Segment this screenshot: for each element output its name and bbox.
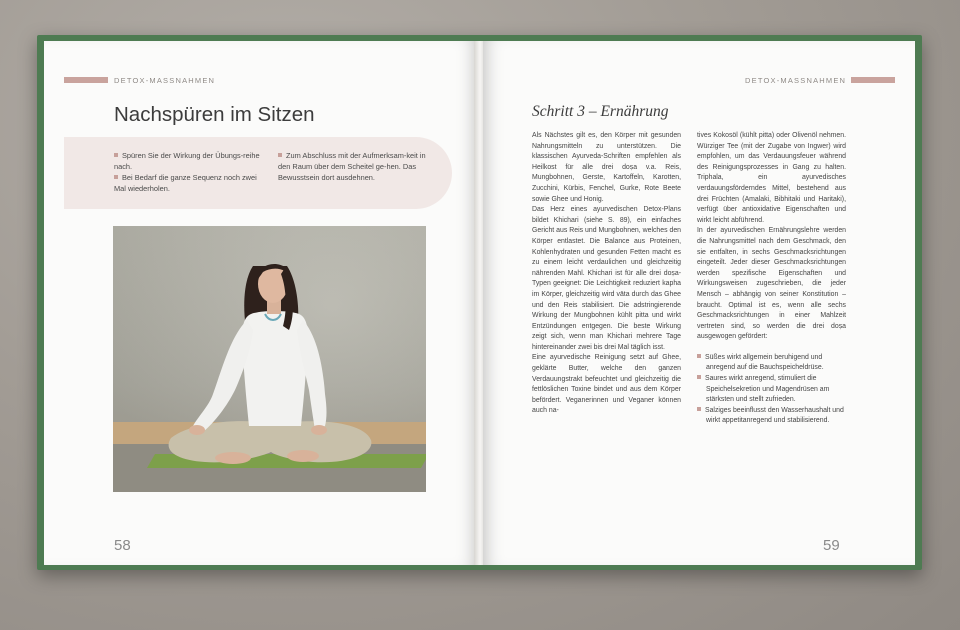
section-header: DETOX-MASSNAHMEN [114, 76, 216, 85]
instruction-item: Bei Bedarf die ganze Sequenz noch zwei Mal wiederholen. [114, 173, 257, 193]
header-accent-bar [64, 77, 108, 83]
bullet-icon [278, 153, 282, 157]
bullet-icon [697, 354, 701, 358]
bullet-icon [697, 375, 701, 379]
bullet-icon [114, 175, 118, 179]
text-column-2 [697, 131, 846, 427]
meditating-woman-figure [113, 226, 426, 492]
text-column-1 [532, 131, 681, 417]
section-title: Schritt 3 – Ernährung [532, 103, 669, 120]
instruction-item: Zum Abschluss mit der Aufmerksam-keit in den Raum über dem Scheitel ge-hen. Das Bewusstsein dort ausdehnen. [278, 151, 426, 182]
list-item: Salziges beeinflusst den Wasserhaushalt und wirkt appetitanregend und stabilisierend. [697, 406, 846, 427]
paragraph: Eine ayurvedische Reinigung setzt auf Ghee, geklärte Butter, welche den ganzen Verdauungstrakt befeuchtet und gleichzeitig die fettlöslichen Toxine bindet und aus dem Körper befördert. Veganerinnen und Veganer können auch na- [532, 354, 681, 415]
paragraph: In der ayurvedischen Ernährungslehre werden die Nahrungsmittel nach dem Geschmack, den sie entfalten, in sechs Geschmacksrichtungen eingeteilt. Jeder dieser Geschmacksrichtungen werden spezifische Eigenschaften und Wirkungsweisen zugeschrieben, die jeder Mensch – abhängig von seiner Konstitution – braucht. Optimal ist es, wenn alle sechs Geschmacksrichtungen in einer Mahlzeit vertreten sind, so werden die drei doṣa ausgewogen gefördert: [697, 227, 846, 341]
instruction-item: Spüren Sie der Wirkung der Übungs-reihe nach. [114, 151, 260, 171]
bullet-icon [697, 407, 701, 411]
section-header: DETOX-MASSNAHMEN [745, 76, 847, 85]
right-page [483, 41, 915, 565]
instruction-column-2 [278, 150, 428, 183]
list-item: Süßes wirkt allgemein beruhigend und anregend auf die Bauchspeicheldrüse. [697, 353, 846, 374]
list-item: Saures wirkt anregend, stimuliert die Speichelsekretion und Magendrüsen am stärksten und stellt zufrieden. [697, 374, 846, 406]
left-page [44, 41, 477, 565]
page-number: 59 [823, 537, 840, 554]
page-number: 58 [114, 537, 131, 554]
bullet-icon [114, 153, 118, 157]
instruction-column-1 [114, 150, 264, 194]
yoga-photo [113, 226, 426, 492]
header-accent-bar [851, 77, 895, 83]
paragraph: Als Nächstes gilt es, den Körper mit gesunden Nahrungsmitteln zu unterstützen. Die klassischen Ayurveda-Schriften empfehlen als Heilkost für alle drei doṣa v.a. Reis, Mungbohnen, Gerste, Kartoffeln, Karotten, Zucchini, Kürbis, Fenchel, Gurke, Rote Beete sowie Ghee und Honig. [532, 132, 681, 203]
paragraph: tives Kokosöl (kühlt pitta) oder Olivenöl nehmen. Würziger Tee (mit der Zugabe von Ingwer) wird empfohlen, um das Verdauungsfeuer während des Reinigungsprozesses in Gang zu halten. Triphala, ein ayurvedisches verdauungsförderndes Mittel, bestehend aus drei Früchten (Amalaki, Bibhitaki und Haritaki), verfügt über antioxidative Eigenschaften und wirkt leicht abführend. [697, 132, 846, 224]
page-title: Nachspüren im Sitzen [114, 103, 315, 126]
paragraph: Das Herz eines ayurvedischen Detox-Plans bildet Khichari (siehe S. 89), ein einfaches Gericht aus Reis und Mungbohnen, welches den Körper entlastet. Die Balance aus Proteinen, Kohlenhydraten und gesunden Fetten macht es zu einem leicht verdaulichen und gleichzeitig nährenden Mahl. Khichari ist für alle drei doṣa-Typen geeignet: Die Leichtigkeit reduziert kapha im Körper, gleichzeitig wird vāta durch das Ghee und den Reis stabilisiert. Die adstringierende Wirkung der Mungbohnen kühlt pitta und wirkt Entzündungen entgegen. Die beste Wirkung zeigt sich, wenn man Khichari mehrere Tage hintereinander zwei bis drei Mal täglich isst. [532, 206, 681, 351]
instruction-box [64, 137, 452, 209]
